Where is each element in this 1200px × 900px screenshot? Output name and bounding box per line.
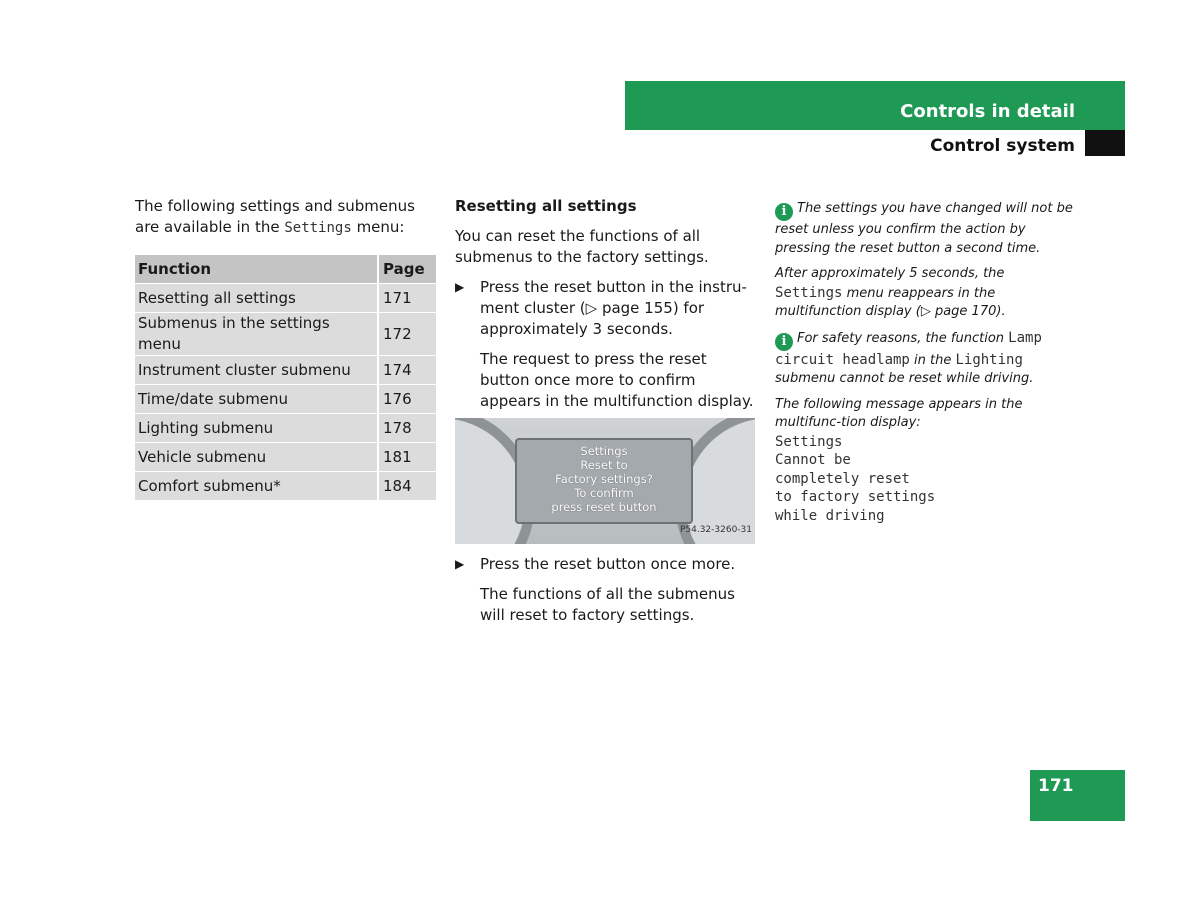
message-line: Cannot be [775,452,851,468]
page-number: 171 [1038,776,1074,796]
page-cell: 176 [377,385,436,414]
page-cell: 171 [377,284,436,313]
note-1b-code: Settings [775,284,843,301]
column-right [775,200,1075,525]
function-cell: Instrument cluster submenu [135,356,377,385]
column-middle [455,196,755,626]
section-heading: Resetting all settings [455,197,637,215]
step-1 [455,277,755,340]
function-cell: Vehicle submenu [135,443,377,472]
display-line: press reset button [551,500,657,514]
function-cell: Lighting submenu [135,414,377,443]
note-1-text: The settings you have changed will not be reset unless you confirm the action by pressing the reset button a second time. [775,201,1073,256]
page-cell: 174 [377,356,436,385]
note-2-text-mid: in the [914,352,952,368]
note-2 [775,329,1075,389]
section-marker [1085,130,1125,156]
intro-text-a: The following settings and submenus are available in the [135,197,415,236]
display-line: Settings [580,444,628,458]
display-line: Factory settings? [555,472,653,486]
column-header-function: Function [135,255,377,284]
display-line: To confirm [574,486,634,500]
section-title: Controls in detail [900,101,1075,122]
intro-code: Settings [284,220,352,236]
display-line: Reset to [580,458,628,472]
note-1-followup [775,265,1075,322]
table-row [135,443,436,472]
function-cell: Comfort submenu* [135,472,377,501]
page-cell: 178 [377,414,436,443]
table-row [135,284,436,313]
note-2-followup: The following message appears in the multifunc-tion display: [775,396,1023,430]
intro-text-b: menu: [356,218,405,236]
step-1-result: The request to press the reset button once more to confirm appears in the multifunction display. [480,350,754,410]
info-icon: i [775,333,793,351]
instrument-cluster-figure [455,418,755,544]
multifunction-display [515,438,693,524]
function-cell: Time/date submenu [135,385,377,414]
function-cell: Resetting all settings [135,284,377,313]
header-band [625,81,1125,130]
figure-id: P54.32-3260-31 [679,525,752,535]
note-2-code-1: Lamp circuit headlamp [775,329,1042,368]
step-2 [455,554,755,575]
message-line: to factory settings [775,489,936,505]
intro-paragraph: You can reset the functions of all submenus to the factory settings. [455,227,709,266]
function-table [135,255,436,501]
step-1-text-a: Press the reset button in the instru-ment cluster ( [480,278,747,317]
table-row [135,472,436,501]
note-2-text-b: submenu cannot be reset while driving. [775,371,1034,386]
table-row [135,356,436,385]
note-2-text-a: For safety reasons, the function [797,330,1005,346]
column-left [135,196,435,501]
note-1b-text-b: menu reappears in the multifunction display (▷ page 170). [775,285,1006,319]
page-cell: 184 [377,472,436,501]
info-icon: i [775,203,793,221]
section-subtitle: Control system [930,136,1075,156]
step-2-text: Press the reset button once more. [480,555,736,573]
note-1b-text-a: After approximately 5 seconds, the [775,266,1005,281]
display-message [775,433,1075,526]
step-1-text-b: ) for approximately 3 seconds. [480,299,705,338]
table-header-row [135,255,436,284]
function-cell: Submenus in the settings menu [135,313,377,356]
note-1 [775,200,1075,258]
message-line: completely reset [775,470,910,487]
page-number-badge [1030,770,1125,821]
message-line: Settings [775,433,843,450]
bullet-triangle-icon: ▶ [455,280,465,294]
intro-paragraph [135,196,435,239]
table-row [135,385,436,414]
table-row [135,414,436,443]
page-cell: 181 [377,443,436,472]
column-header-page: Page [377,255,436,284]
page-cell: 172 [377,313,436,356]
bullet-triangle-icon: ▶ [455,557,465,571]
message-line: while driving [775,507,885,524]
note-2-code-2: Lighting [955,351,1023,368]
step-2-result: The functions of all the submenus will reset to factory settings. [480,585,735,624]
table-row [135,313,436,356]
page-reference: ▷ page 155 [585,299,673,317]
